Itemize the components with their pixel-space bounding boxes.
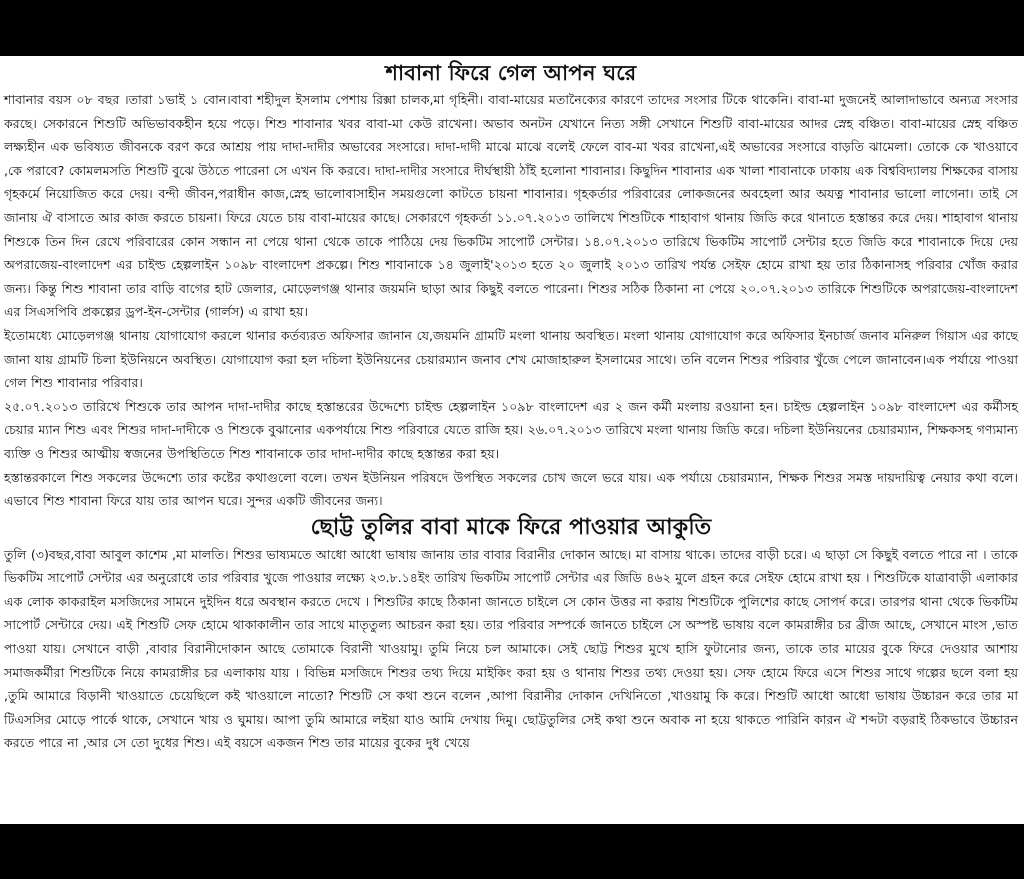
bottom-letterbox (0, 824, 1024, 879)
story-paragraph: ২৫.০৭.২০১৩ তারিখে শিশুকে তার আপন দাদা-দাদীর কাছে হস্তান্তরের উদ্দেশ্যে চাইল্ড হেল্পলাইন ১০৯৮ বাংলাদেশ এর ২ জন কর্মী মংলায় রওয়ানা হন। চাইল্ড হেল্পলাইন ১০৯৮ বাংলাদেশ এর কর্মীসহ চেয়ার ম্যান শিশু এবং শিশুর দাদা-দাদীকে ও শিশুকে বুঝানোর একপর্যায়ে শিশু পরিবারে যেতে রাজি হয়। ২৬.০৭.২০১৩ তারিখে মংলা থানায় জিডি করে। দচিলা ইউনিয়নের চেয়ারম্যান, শিক্ষকসহ গণ্যমান্য ব্যক্তি ও শিশুর আত্মীয় স্বজনের উপস্থিতিতে শিশু শাবানাকে তার দাদা-দাদীর কাছে হস্তান্তর করা হয়। (4, 398, 1018, 461)
top-letterbox (0, 0, 1024, 56)
story-paragraph: শাবানার বয়স ০৮ বছর ।তারা ১ভাই ১ বোন।বাবা শহীদুল ইসলাম পেশায় রিক্সা চালক,মা গৃহিনী। বাবা-মায়ের মতানৈক্যের কারণে তাদের সংসার টিকে থাকেনি। বাবা-মা দুজনেই আলাদাভাবে অন্যত্র সংসার করছে। সেকারনে শিশুটি অভিভাবকহীন হয়ে পড়ে। শিশু শাবানার খবর বাবা-মা কেউ রাখেনা। অভাব অনটন যেখানে নিত্য সঙ্গী সেখানে শিশুটি বাবা-মায়ের আদর স্নেহ বঞ্চিত। বাবা-মায়ের স্নেহ বঞ্চিত লক্ষ্যহীন এক ভবিষ্যত জীবনকে বরণ করে আশ্রয় পায় দাদা-দাদীর অভাবের সংসারে। দাদা-দাদী মাঝে মাঝে বলেই ফেলে বাব-মা খবর রাখেনা,এই অভাবের সংসারে বাড়তি ঝামেলা। তোকে কে খাওয়াবে ,কে পরাবে? কোমলমসতি শিশুটি বুঝে উঠতে পারেনা সে এখন কি করবে। দাদা-দাদীর সংসারে দীর্ঘস্থায়ী ঠাঁই হলোনা শাবানার। কিছুদিন শাবানার এক খালা শাবানাকে ঢাকায় এক বিশ্ববিদ্যালয় শিক্ষকের বাসায় গৃহকর্মে নিয়োজিত করে দেয়। বন্দী জীবন,পরাধীন কাজ,স্নেহ ভালোবাসাহীন সময়গুলো কাটতে চায়না শাবানার। গৃহকর্তার পরিবারের লোকজনের অবহেলা আর অযত্ন শাবানার ভালো লাগেনা। তাই সে জানায় ঐ বাসাতে আর কাজ করতে চায়না। ফিরে যেতে চায় বাবা-মায়ের কাছে। সেকারণে গৃহকর্তা ১১.০৭.২০১৩ তালিখে শিশুটিকে শাহাবাগ থানায় জিডি করে থানাতে হস্তান্তর করে দেয়। শাহাবাগ থানায় শিশুকে তিন দিন রেখে পরিবারের কোন সন্ধান না পেয়ে থানা থেকে তাকে পাঠিয়ে দেয় ভিকটিম সাপোর্ট সেন্টার। ১৪.০৭.২০১৩ তারিখে ভিকটিম সাপোর্ট সেন্টার হতে জিডি করে শাবানাকে দিয়ে দেয় অপরাজেয়-বাংলাদেশ এর চাইল্ড হেল্পলাইন ১০৯৮ বাংলাদেশ প্রকল্পে। শিশু শাবানাকে ১৪ জুলাই'২০১৩ হতে ২০ জুলাই ২০১৩ তারিখ পর্যন্ত সেইফ হোমে রাখা হয় তার ঠিকানাসহ পরিবার খোঁজ করার জন্য। কিন্তু শিশু শাবানা তার বাড়ি বাগের হাট জেলার, মোড়েলগঞ্জ থানার জয়মনি ছাড়া আর কিছুই বলতে পারেনা। শিশুর সঠিক ঠিকানা না পেয়ে ২০.০৭.২০১৩ তারিকে শিশুটিকে অপরাজেয়-বাংলাদেশ এর সিএসপিবি প্রকল্পের ড্রপ-ইন-সেন্টার (গার্লস) এ রাখা হয়। (4, 92, 1018, 320)
story-title-tuli: ছোট্ট তুলির বাবা মাকে ফিরে পাওয়ার আকুতি (310, 514, 712, 540)
story-paragraph: হস্তান্তরকালে শিশু সকলের উদ্দেশ্যে তার কষ্টের কথাগুলো বলে। তখন ইউনিয়ন পরিষদে উপস্থিত সকলের চোখ জলে ভরে যায়। এক পর্যায়ে চেয়ারম্যান, শিক্ষক শিশুর সমস্ত দায়দায়িত্ব নেয়ার কথা বলে। এভাবে শিশু শাবানা ফিরে যায় তার আপন ঘরে। সুন্দর একটি জীবনের জন্য। (4, 469, 1018, 509)
story-title-shabana: শাবানা ফিরে গেল আপন ঘরে (385, 61, 637, 85)
story-paragraph: তুলি (৩)বছর,বাবা আবুল কাশেম ,মা মালতি। শিশুর ভাষ্যমতে আধো আধো ভাষায় জানায় তার বাবার বিরানীর দোকান আছে। মা বাসায় থাকে। তাদের বাড়ী চরে। এ ছাড়া সে কিছুই বলতে পারে না । তাকে ভিকটিম সাপোর্ট সেন্টার এর অনুরোধে তার পরিবার খুজে পাওয়ার লক্ষ্যে ২৩.৮.১৪ইং তারিখ ভিকটিম সাপোর্ট সেন্টার এর জিডি ৪৬২ মুলে গ্রহন করে সেইফ হোমে রাখা হয় । শিশুটিকে যাত্রাবাড়ী এলাকার এক লোক কাকরাইল মসজিদের সামনে দুইদিন ধরে অবস্থান করতে দেখে । শিশুটির কাছে ঠিকানা জানতে চাইলে সে কোন উত্তর না করায় শিশুটিকে পুলিশের কাছে সোপর্দ করে। তারপর থানা থেকে ভিকটিম সাপোর্ট সেন্টারে দেয়। এই শিশুটি সেফ হোমে থাকাকালীন তার সাথে মাতৃতুল্য আচরন করা হয়। তার পরিবার সম্পর্কে জানতে চাইলে সে অস্পষ্ট ভাষায় বলে কামরাঙ্গীর চর ব্রীজ আছে, সেখানে মাংস ,ভাত পাওয়া যায়। সেখানে বাড়ী ,বাবার বিরানীদোকান আছে তোমাকে বিরানী খাওয়ামু। তুমি নিয়ে চল আমাকে। সেই ছোট্ট শিশুর মুখে হাসি ফুটানোর জন্য, তাকে তার মায়ের বুকে ফিরে দেওয়ার আশায় সমাজকর্মীরা শিশুটিকে নিয়ে কামরাঙ্গীর চর এলাকায় যায় । বিভিন্ন মসজিদে শিশুর তথ্য দিয়ে মাইকিং করা হয় ও থানায় শিশুর তথ্য দেওয়া হয়। সেফ হোমে ফিরে এসে শিশুর সাথে গল্পের ছলে বলা হয় ,তুমি আমারে বিড়ানী খাওয়াতে চেয়েছিলে কই খাওয়ালে নাতো? শিশুটি সে কথা শুনে বলেন ,আপা বিরানীর দোকান দেখিনিতো ,খাওয়ামু কি করে। শিশুটি আধো আধো ভাষায় উচ্চারন করে তার মা টিএসসির মোড়ে পার্কে থাকে, সেখানে খায় ও ঘুমায়। আপা তুমি আমারে লইয়া যাও আমি দেখায় দিমু। ছোট্টতুলির সেই কথা শুনে অবাক না হয়ে থাকতে পারিনি কারন ঐ শব্দটা বড়রাই ঠিকভাবে উচ্চারন করতে পারে না ,আর সে তো দুধের শিশু। এই বয়সে একজন শিশু তার মায়ের বুকের দুধ খেয়ে (4, 546, 1018, 751)
story-paragraph: ইতোমধ্যে মোড়েলগঞ্জ থানায় যোগাযোগ করলে থানার কর্তব্যরত অফিসার জানান যে,জয়মনি গ্রামটি মংলা থানায় অবস্থিত। মংলা থানায় যোগাযোগ করে অফিসার ইনচার্জ জনাব মনিরুল গিয়াস এর কাছে জানা যায় গ্রামটি চিলা ইউনিয়নে অবস্থিত। যোগাযোগ করা হল দচিলা ইউনিয়নের চেয়ারম্যান জনাব শেখ মোজাহারুল ইসলামের সাথে। তনি বলেন শিশুর পরিবার খুঁজে পেলে জানাবেন।এক পর্যায়ে পাওয়া গেল শিশু শাবানার পরিবার। (4, 327, 1018, 391)
document-page (0, 56, 1024, 824)
